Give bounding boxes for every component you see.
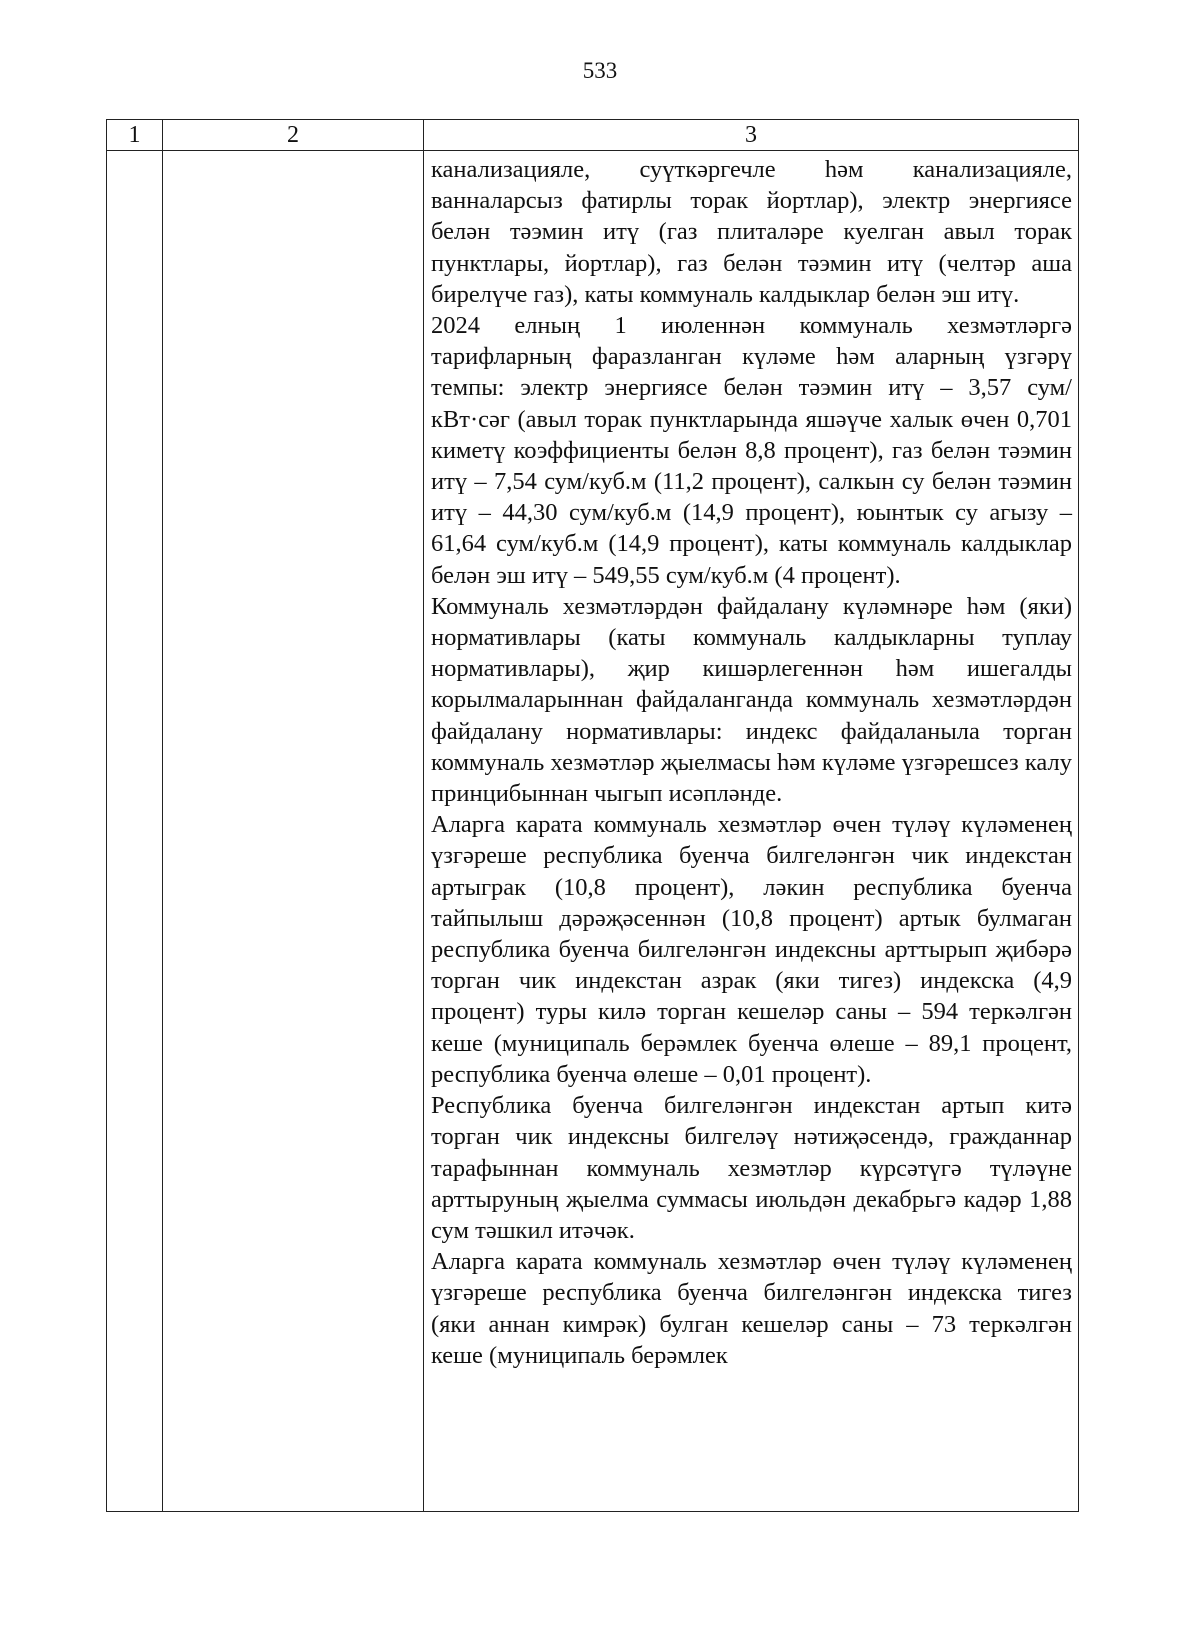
- column-header-1: 1: [107, 120, 163, 151]
- column-3-cell: [424, 151, 1079, 1512]
- document-table: [106, 119, 1079, 1512]
- paragraph-residents-equal-index: Аларга карата коммуналь хезмәтләр өчен түләү күләменең үзгәреше республика буенча билгеләнгән индекска тигез (яки аннан кимрәк) булган кешеләр саны – 73 теркәлгән кеше (муниципаль берәмлек: [431, 1248, 1072, 1369]
- paragraph-consumption-norms: Коммуналь хезмәтләрдән файдалану күләмнәре һәм (яки) нормативлары (каты коммуналь калдыкларны туплау нормативлары), җир кишәрлегеннән һәм ишегалды корылмаларыннан файдаланганда коммуналь хезмәтләрдән файдалану нормативлары: индекс файдаланыла торган коммуналь хезмәтләр җыелмасы һәм күләме үзгәрешсез калу принцибыннан чыгып исәпләнде.: [431, 592, 1072, 808]
- paragraph-total-increase: Республика буенча билгеләнгән индекстан артып китә торган чик индексны билгеләү нәтиҗәсендә, гражданнар тарафыннан коммуналь хезмәтләр күрсәтүгә түләүне арттыруның җыелма суммасы июльдән декабрьгә кадәр 1,88 сум тәшкил итәчәк.: [431, 1092, 1072, 1244]
- paragraph-tariffs: 2024 елның 1 июленнән коммуналь хезмәтләргә тарифларның фаразланган күләме һәм аларның үзгәрү темпы: электр энергиясе белән тәэмин итү – 3,57 сум/кВт·сәг (авыл торак пунктларында яшәүче халык өчен 0,701 киметү коэффициенты белән 8,8 процент), газ белән тәэмин итү – 7,54 сум/куб.м (11,2 процент), салкын су белән тәэмин итү – 44,30 сум/куб.м (14,9 процент), юынтык су агызу – 61,64 сум/куб.м (14,9 процент), каты коммуналь калдыклар белән эш итү – 549,55 сум/куб.м (4 процент).: [431, 312, 1072, 589]
- column-header-2: 2: [163, 120, 424, 151]
- page-number: 533: [582, 58, 618, 83]
- table-row: [107, 151, 1079, 1512]
- column-header-3: 3: [424, 120, 1079, 151]
- column-2-cell: [163, 151, 424, 1512]
- paragraph-residents-above-index: Аларга карата коммуналь хезмәтләр өчен түләү күләменең үзгәреше республика буенча билгеләнгән чик индекстан артыграк (10,8 процент), ләкин республика буенча тайпылыш дәрәҗәсеннән (10,8 процент) артык булмаган республика буенча билгеләнгән индексны арттырып җибәрә торган чик индекстан азрак (яки тигез) индекска (4,9 процент) туры килә торган кешеләр саны – 594 теркәлгән кеше (муниципаль берәмлек буенча өлеше – 89,1 процент, республика буенча өлеше – 0,01 процент).: [431, 811, 1072, 1088]
- paragraph-utilities-list: канализацияле, суүткәргечле һәм канализацияле, ванналарсыз фатирлы торак йортлар), электр энергиясе белән тәэмин итү (газ плиталәре куелган авыл торак пунктлары, йортлар), газ белән тәэмин итү (челтәр аша бирелүче газ), каты коммуналь калдыклар белән эш итү.: [431, 156, 1072, 308]
- table-header-row: [107, 120, 1079, 151]
- column-1-cell: [107, 151, 163, 1512]
